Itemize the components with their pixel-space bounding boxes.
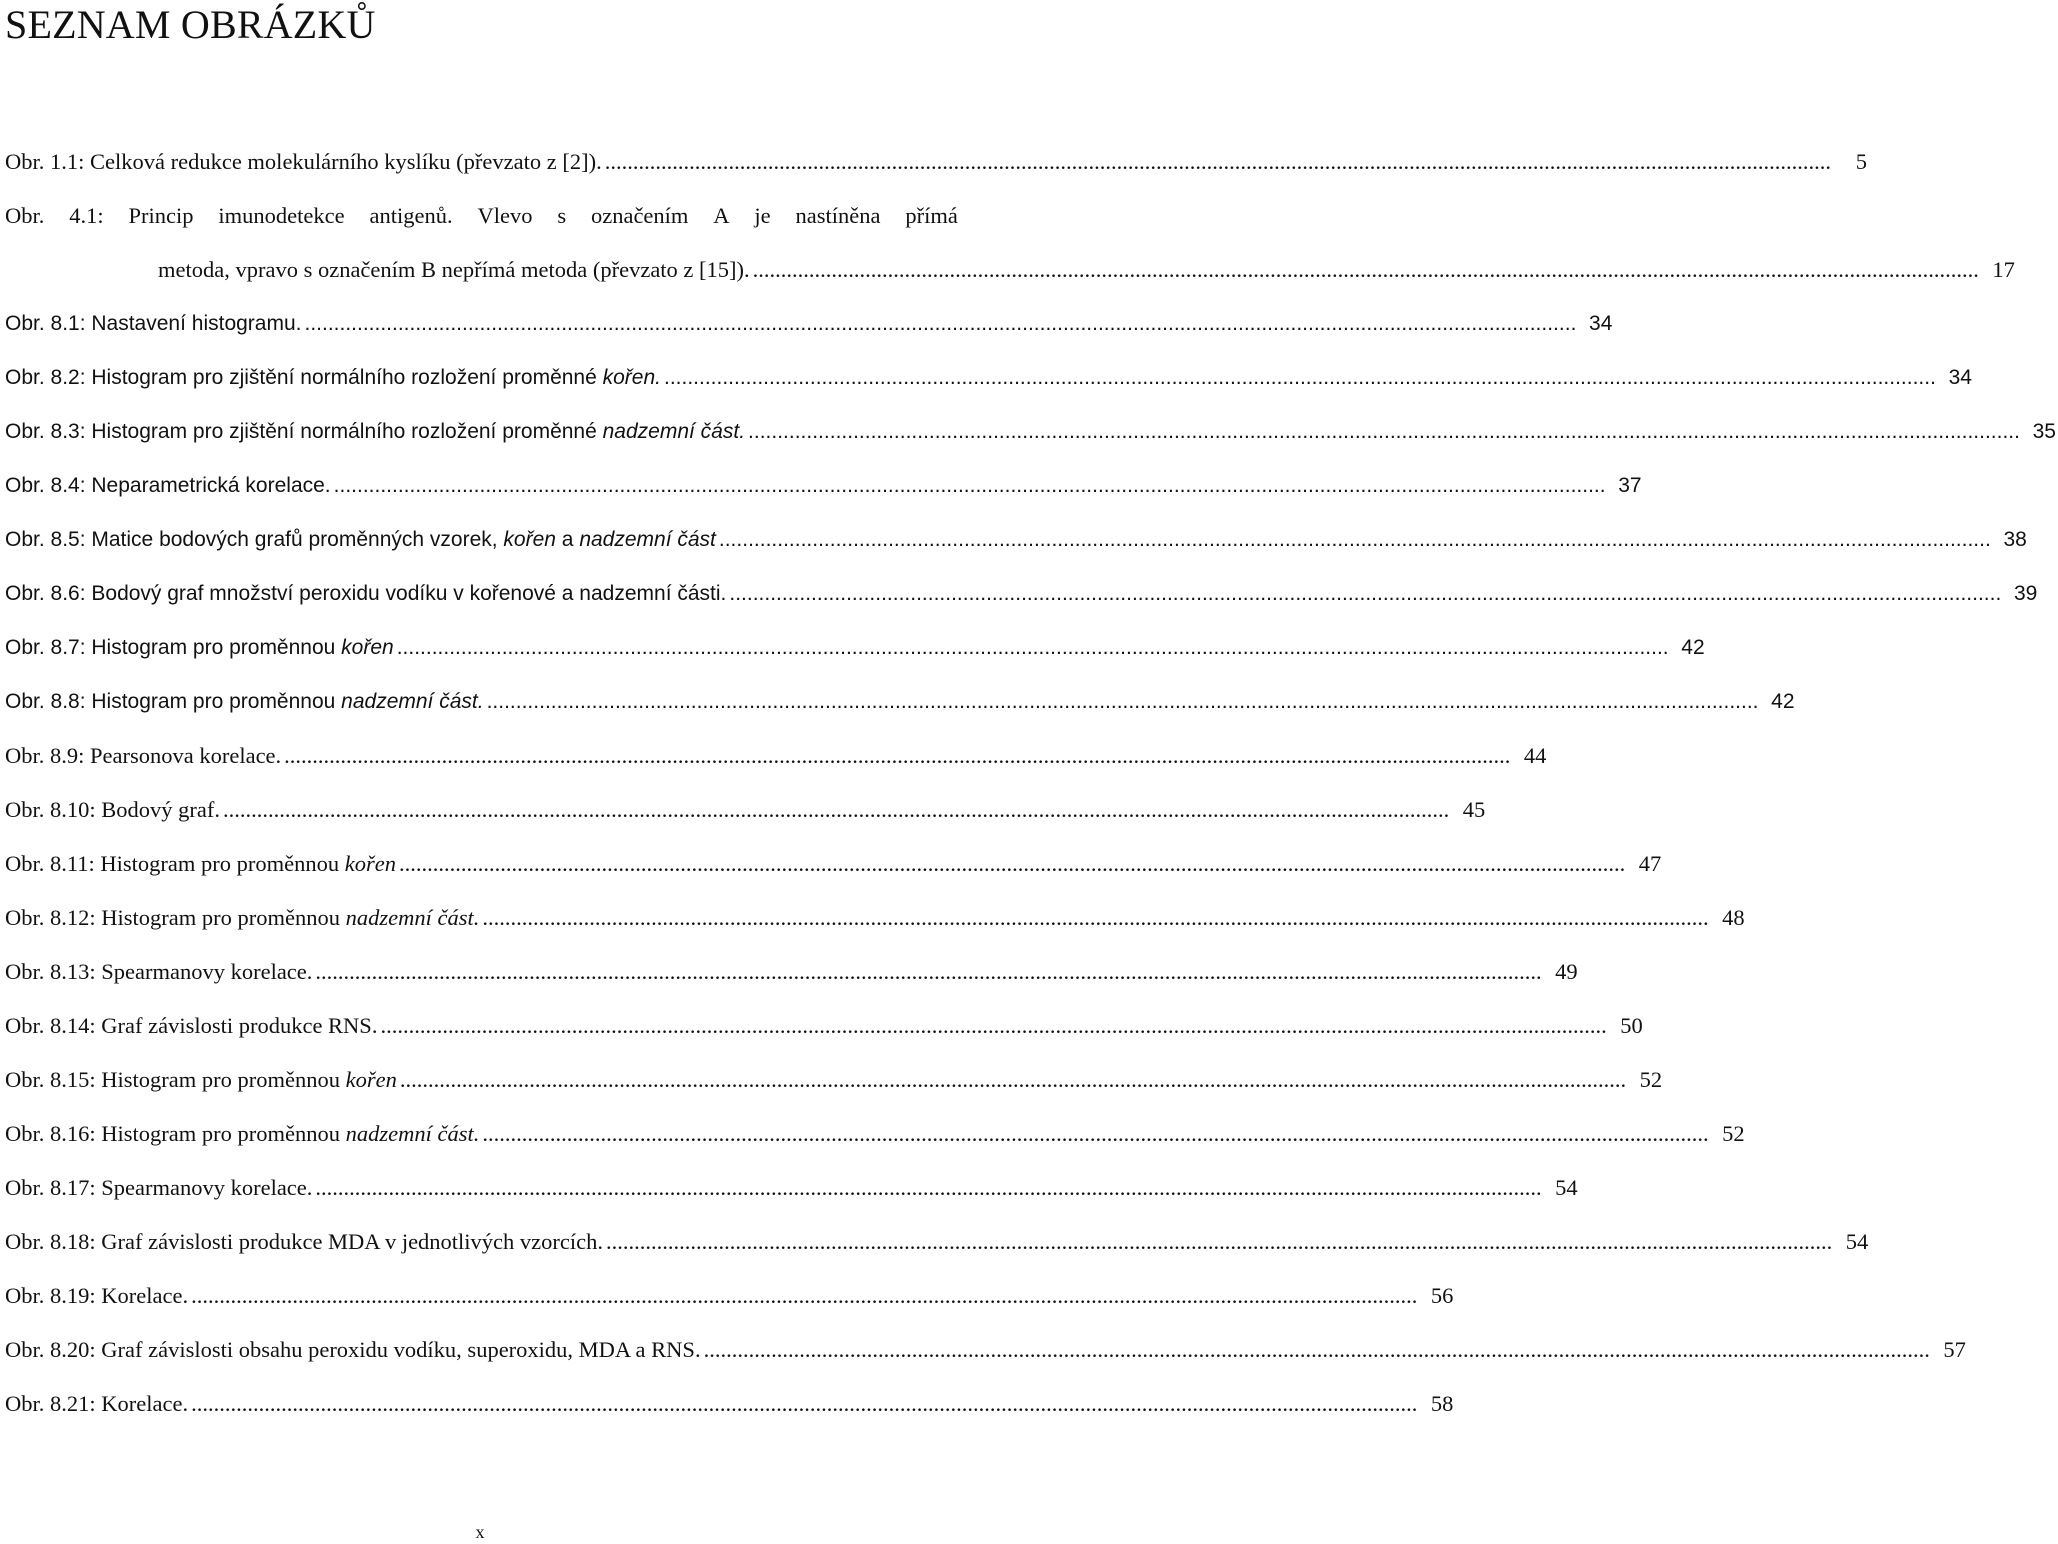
toc-entry[interactable] xyxy=(5,1215,1869,1269)
toc-leader-dots: .......................................................................................................................................................................................................................... xyxy=(380,1013,1607,1038)
toc-entry[interactable] xyxy=(5,729,1547,783)
toc-entry-label: Obr. 8.15: Histogram pro proměnnou kořen xyxy=(5,1067,397,1092)
toc-entry-label: Obr. 8.3: Histogram pro zjištění normálního rozložení proměnné nadzemní část. xyxy=(5,420,746,443)
toc-page-number: 44 xyxy=(1523,743,1547,768)
toc-leader-dots: .......................................................................................................................................................................................................................... xyxy=(222,797,1450,822)
toc-page-number: 58 xyxy=(1430,1391,1454,1416)
toc-leader-dots: .......................................................................................................................................................................................................................... xyxy=(482,1121,1709,1146)
toc-entry-label: Obr. 8.13: Spearmanovy korelace. xyxy=(5,959,313,984)
toc-entry[interactable] xyxy=(5,567,2038,621)
toc-entry-label: Obr. 8.18: Graf závislosti produkce MDA v jednotlivých vzorcích. xyxy=(5,1229,603,1254)
page-footer-number: x xyxy=(475,1522,485,1542)
toc-entry[interactable] xyxy=(5,405,2056,459)
toc-leader-dots: .......................................................................................................................................................................................................................... xyxy=(333,474,1606,497)
toc-entry-label: Obr. 8.14: Graf závislosti produkce RNS. xyxy=(5,1013,378,1038)
toc-page-number: 34 xyxy=(1589,312,1613,335)
toc-leader-dots: .......................................................................................................................................................................................................................... xyxy=(284,743,1511,768)
toc-entry-label: Obr. 8.16: Histogram pro proměnnou nadzemní část. xyxy=(5,1121,480,1146)
toc-leader-dots: .......................................................................................................................................................................................................................... xyxy=(315,959,1542,984)
toc-page-number: 17 xyxy=(1992,257,2015,282)
toc-entry[interactable] xyxy=(5,675,1795,729)
toc-entry[interactable] xyxy=(5,837,1662,891)
toc-entry[interactable] xyxy=(5,1323,1966,1377)
toc-entry[interactable] xyxy=(5,297,1613,351)
toc-page-number: 45 xyxy=(1462,797,1486,822)
toc-entry[interactable] xyxy=(5,1269,1454,1323)
toc-leader-dots: .......................................................................................................................................................................................................................... xyxy=(191,1391,1418,1416)
toc-entry-label: Obr. 8.19: Korelace. xyxy=(5,1283,189,1308)
toc-page-number: 42 xyxy=(1681,636,1705,659)
toc-leader-dots: .......................................................................................................................................................................................................................... xyxy=(482,905,1709,930)
toc-entry[interactable] xyxy=(5,189,2015,297)
toc-entry-label: Obr. 8.2: Histogram pro zjištění normálního rozložení proměnné kořen. xyxy=(5,366,661,389)
toc-entry[interactable] xyxy=(5,1107,1745,1161)
toc-page-number: 35 xyxy=(2032,420,2056,443)
toc-entry[interactable] xyxy=(5,891,1745,945)
toc-leader-dots: .......................................................................................................................................................................................................................... xyxy=(399,851,1626,876)
toc-entry-label: Obr. 1.1: Celková redukce molekulárního kyslíku (převzato z [2]). xyxy=(5,149,602,174)
toc-leader-dots: .......................................................................................................................................................................................................................... xyxy=(315,1175,1542,1200)
toc-leader-dots: .......................................................................................................................................................................................................................... xyxy=(486,690,1759,713)
toc-leader-dots: .......................................................................................................................................................................................................................... xyxy=(718,528,1991,551)
toc-leader-dots: .......................................................................................................................................................................................................................... xyxy=(748,420,2020,443)
toc-entry-label: Obr. 8.6: Bodový graf množství peroxidu vodíku v kořenové a nadzemní části. xyxy=(5,582,727,605)
toc-leader-dots: .......................................................................................................................................................................................................................... xyxy=(304,312,1577,335)
toc-entry-label: Obr. 8.21: Korelace. xyxy=(5,1391,189,1416)
toc-entry-label-line1: Obr. 4.1: Princip imunodetekce antigenů. Vlevo s označením A je nastíněna přímá xyxy=(5,203,958,228)
toc-page-number: 47 xyxy=(1638,851,1662,876)
toc-entry-label: Obr. 8.4: Neparametrická korelace. xyxy=(5,474,331,497)
toc-entry[interactable] xyxy=(5,459,1642,513)
toc-page-number: 42 xyxy=(1771,690,1795,713)
toc-entry[interactable] xyxy=(5,1377,1454,1431)
toc-page-number: 54 xyxy=(1845,1229,1869,1254)
toc-leader-dots: .......................................................................................................................................................................................................................... xyxy=(399,1067,1627,1092)
toc-entry-label: Obr. 8.5: Matice bodových grafů proměnných vzorek, kořen a nadzemní část xyxy=(5,528,716,551)
toc-leader-dots: .......................................................................................................................................................................................................................... xyxy=(191,1283,1418,1308)
page-title: SEZNAM OBRÁZKŮ xyxy=(5,2,376,47)
toc-entry-label: Obr. 8.8: Histogram pro proměnnou nadzemní část. xyxy=(5,690,484,713)
toc-page-number: 52 xyxy=(1639,1067,1663,1092)
toc-page-number: 38 xyxy=(2003,528,2027,551)
toc-page-number: 48 xyxy=(1722,905,1745,930)
toc-entry[interactable] xyxy=(5,621,1705,675)
toc-page-number: 34 xyxy=(1948,366,1972,389)
toc-entry-label: Obr. 8.7: Histogram pro proměnnou kořen xyxy=(5,636,394,659)
toc-entry[interactable] xyxy=(5,351,1972,405)
toc-leader-dots: .......................................................................................................................................................................................................................... xyxy=(752,257,1979,282)
toc-entry-label: Obr. 8.9: Pearsonova korelace. xyxy=(5,743,282,768)
toc-entry[interactable] xyxy=(5,1161,1578,1215)
toc-entry[interactable] xyxy=(5,513,2027,567)
toc-entry-label: Obr. 8.11: Histogram pro proměnnou kořen xyxy=(5,851,396,876)
toc-entry-label: Obr. 8.20: Graf závislosti obsahu peroxidu vodíku, superoxidu, MDA a RNS. xyxy=(5,1337,701,1362)
toc-leader-dots: .......................................................................................................................................................................................................................... xyxy=(664,366,1936,389)
toc-leader-dots: .......................................................................................................................................................................................................................... xyxy=(729,582,2002,605)
toc-entry[interactable] xyxy=(5,783,1486,837)
toc-leader-dots: .......................................................................................................................................................................................................................... xyxy=(604,149,1831,174)
toc-page-number: 57 xyxy=(1943,1337,1966,1362)
toc-entry-label: Obr. 8.10: Bodový graf. xyxy=(5,797,220,822)
toc-page-number: 54 xyxy=(1555,1175,1578,1200)
toc-page-number: 37 xyxy=(1618,474,1642,497)
toc-entry[interactable] xyxy=(5,135,1867,189)
toc-leader-dots: .......................................................................................................................................................................................................................... xyxy=(703,1337,1930,1362)
toc-entry-label-line2: metoda, vpravo s označením B nepřímá metoda (převzato z [15]). xyxy=(158,257,750,282)
toc-page-number: 56 xyxy=(1430,1283,1454,1308)
toc-page-number: 50 xyxy=(1620,1013,1643,1038)
toc-page-number: 52 xyxy=(1722,1121,1745,1146)
toc-page-number: 49 xyxy=(1555,959,1578,984)
toc-entry-label: Obr. 8.1: Nastavení histogramu. xyxy=(5,312,302,335)
toc-entry[interactable] xyxy=(5,1053,1663,1107)
toc-entry[interactable] xyxy=(5,945,1578,999)
toc-entry-label: Obr. 8.17: Spearmanovy korelace. xyxy=(5,1175,313,1200)
toc-entry[interactable] xyxy=(5,999,1643,1053)
toc-leader-dots: .......................................................................................................................................................................................................................... xyxy=(396,636,1669,659)
toc-page-number: 5 xyxy=(1855,149,1867,174)
toc-leader-dots: .......................................................................................................................................................................................................................... xyxy=(606,1229,1833,1254)
toc-entry-label: Obr. 8.12: Histogram pro proměnnou nadzemní část. xyxy=(5,905,480,930)
list-of-figures xyxy=(5,135,2056,1431)
toc-page-number: 39 xyxy=(2013,582,2038,605)
